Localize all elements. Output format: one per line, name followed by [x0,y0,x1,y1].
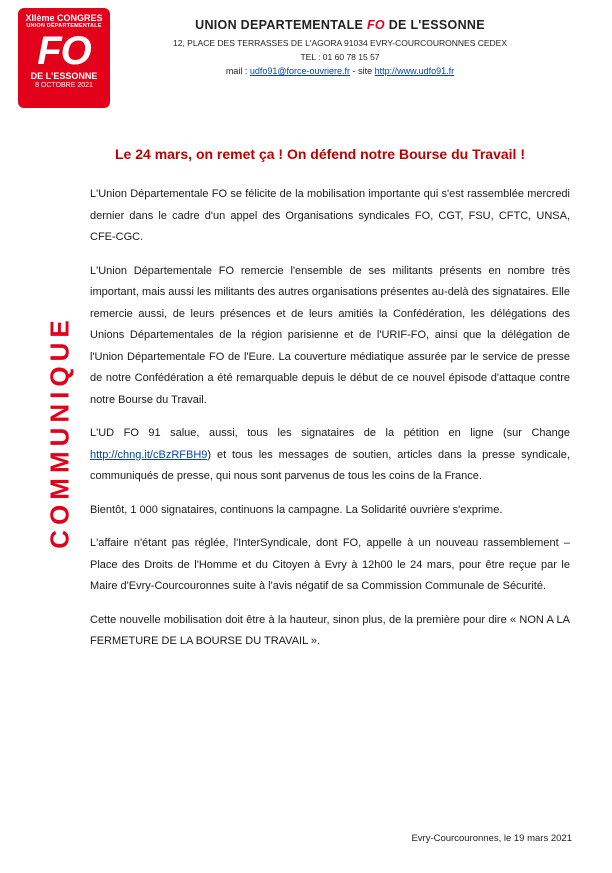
org-name-fo: FO [366,18,385,32]
contact-line [130,66,550,76]
paragraph-1: L'Union Départementale FO se félicite de la mobilisation importante qui s'est rassemblée mercredi dernier dans le cadre d'un appel des Organisations syndicales FO, CGT, FSU, CFTC, UNSA, CFE-CGC. [90,188,570,243]
mail-prefix: mail : [225,66,248,76]
communique-title: Le 24 mars, on remet ça ! On défend notre Bourse du Travail ! [115,146,525,162]
org-name-before: UNION DEPARTEMENTALE [195,18,364,32]
paragraph-3-start: L'UD FO 91 salue, aussi, tous les signataires de la pétition en ligne (sur Change [90,427,570,439]
logo-fo-mark: FO [37,29,91,73]
email-link[interactable]: udfo91@force-ouvriere.fr [249,66,351,76]
logo-essonne-label: DE L'ESSONNE [30,71,98,81]
logo-union-label: UNION DÉPARTEMENTALE [26,23,102,29]
petition-link[interactable]: http://chng.it/cBzRFBH9 [90,448,208,461]
paragraph-2: L'Union Départementale FO remercie l'ensemble de ses militants présents en nombre très important, mais aussi les militants des autres organisations présentes au-delà des signataires. Elle remercie aussi, de leurs présences et de leurs amitiés la Confédération, les délégations des Unions Départementales de la région parisienne et de l'URIF-FO, ainsi que la délégation de l'Union Départementale FO de l'Eure. La couverture médiatique assurée par le service de presse de notre Confédération a été remarquable depuis le début de ce nouvel épisode d'attaque contre notre Bourse du Travail. [90,264,570,406]
org-name-after: DE L'ESSONNE [388,18,485,32]
site-prefix: - site [352,66,373,76]
telephone: TEL : 01 60 78 15 57 [300,52,380,62]
logo-congress-label: XIIème CONGRES [25,13,103,23]
logo-date-label: 8 OCTOBRE 2021 [35,82,93,89]
paragraph-3 [90,423,570,488]
communique-side-label: COMMUNIQUE [44,315,75,549]
communique-body [90,184,570,665]
fo-congress-logo [18,8,110,108]
website-link[interactable]: http://www.udfo91.fr [374,66,455,76]
date-signature: Evry-Courcouronnes, le 19 mars 2021 [411,833,572,844]
postal-address: 12, PLACE DES TERRASSES DE L'AGORA 91034 EVRY-COURCOURONNES CEDEX [172,38,508,48]
paragraph-3-end: ) et tous les messages de soutien, articles dans la presse syndicale, communiqués de presse, qui nous sont parvenus de tous les coins de la France. [90,448,570,482]
organization-name [130,18,550,32]
paragraph-5: L'affaire n'étant pas réglée, l'InterSyndicale, dont FO, appelle à un nouveau rassemblement – Place des Droits de l'Homme et du Citoyen à Evry à 12h00 le 24 mars, pour être reçue par le Maire d'Evry-Courcouronnes suite à l'avis négatif de sa Commission Communale de Sécurité. [90,537,570,592]
letterhead [130,18,550,76]
paragraph-6: Cette nouvelle mobilisation doit être à la hauteur, sinon plus, de la première pour dire « NON A LA FERMETURE DE LA BOURSE DU TRAVAIL ». [90,613,570,647]
paragraph-4: Bientôt, 1 000 signataires, continuons la campagne. La Solidarité ouvrière s'exprime. [90,503,503,516]
